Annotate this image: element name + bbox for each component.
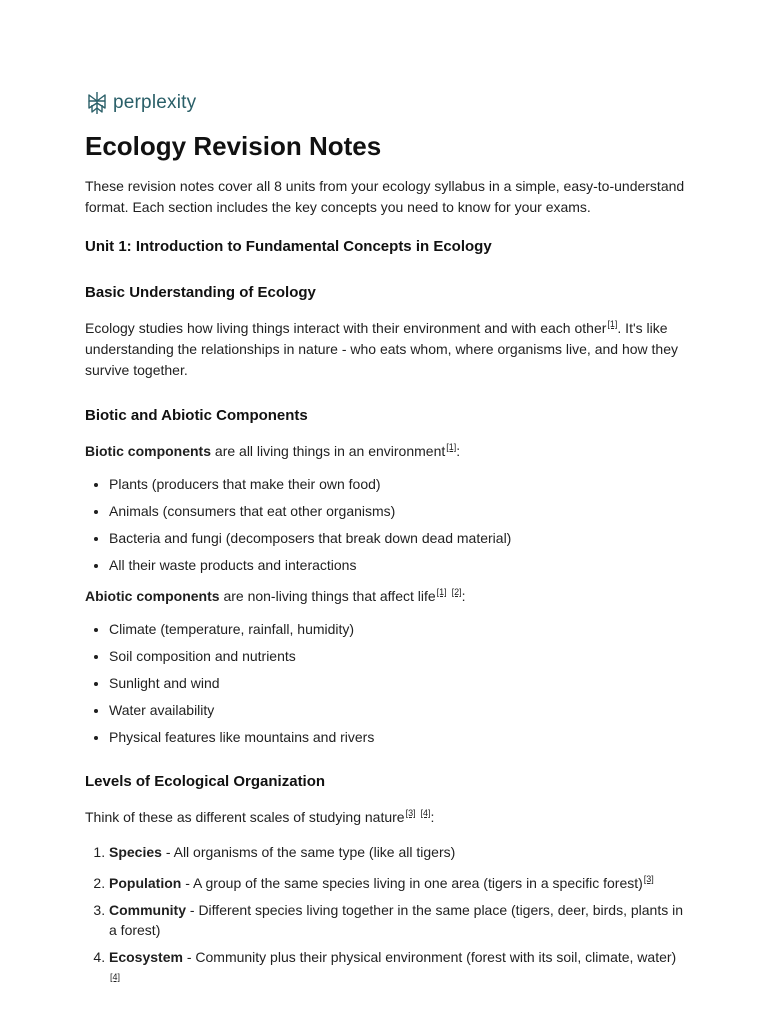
level-term: Population (109, 875, 182, 891)
list-item (109, 947, 685, 991)
levels-list (85, 842, 685, 991)
basic-text-a: Ecology studies how living things interact with their environment and with each other (85, 320, 607, 336)
citation-link[interactable]: [4] (420, 808, 431, 818)
list-item: • Sunlight and wind (109, 673, 685, 693)
basic-text-b: . It's like understanding the relationships in nature - who eats whom, where organisms live, and how they survive together. (85, 320, 678, 378)
colon: : (461, 588, 466, 604)
list-item: • Physical features like mountains and rivers (109, 727, 685, 747)
abiotic-text: are non-living things that affect life (219, 588, 436, 604)
citation-link[interactable]: [3] (643, 874, 654, 884)
biotic-term: Biotic components (85, 443, 212, 459)
citation-link[interactable]: [4] (110, 972, 121, 982)
list-item: • Water availability (109, 700, 685, 720)
level-desc: - All organisms of the same type (like all tigers) (161, 844, 456, 860)
levels-heading: Levels of Ecological Organization (85, 773, 326, 790)
citation-link[interactable]: [2] (451, 587, 462, 597)
citation-link[interactable]: [3] (405, 808, 416, 818)
list-item (109, 869, 685, 893)
basic-understanding-heading: Basic Understanding of Ecology (85, 284, 316, 301)
abiotic-definition (85, 582, 685, 607)
level-desc: - A group of the same species living in one area (tigers in a specific forest) (181, 875, 643, 891)
list-item (109, 842, 685, 862)
intro-paragraph: These revision notes cover all 8 units from your ecology syllabus in a simple, easy-to-understand format. Each section includes the key concepts you need to know for your exams. (85, 178, 685, 215)
level-term: Ecosystem (109, 949, 183, 965)
citation-link[interactable]: [1] (607, 319, 618, 329)
level-term: Community (109, 902, 186, 918)
biotic-text: are all living things in an environment (211, 443, 446, 459)
colon: : (430, 809, 435, 825)
biotic-definition (85, 437, 685, 462)
abiotic-term: Abiotic components (85, 588, 220, 604)
perplexity-logo (85, 88, 685, 118)
list-item (109, 900, 685, 940)
list-item: • Bacteria and fungi (decomposers that break down dead material) (109, 528, 685, 548)
page-title: Ecology Revision Notes (85, 131, 382, 161)
level-term: Species (109, 844, 162, 860)
levels-lead-text: Think of these as different scales of studying nature (85, 809, 405, 825)
citation-link[interactable]: [1] (446, 442, 457, 452)
colon: : (456, 443, 461, 459)
level-desc: - Community plus their physical environment (forest with its soil, climate, water) (182, 949, 677, 965)
citation-link[interactable]: [1] (436, 587, 447, 597)
logo-wordmark: perplexity (113, 92, 197, 113)
list-item: • Animals (consumers that eat other organisms) (109, 501, 685, 521)
abiotic-list (85, 619, 685, 747)
list-item: • Plants (producers that make their own food) (109, 474, 685, 494)
list-item: • All their waste products and interactions (109, 555, 685, 575)
perplexity-logo-icon (85, 91, 109, 115)
unit-1-heading: Unit 1: Introduction to Fundamental Concepts in Ecology (85, 238, 492, 255)
list-item: • Climate (temperature, rainfall, humidity) (109, 619, 685, 639)
components-heading: Biotic and Abiotic Components (85, 407, 308, 424)
levels-lead (85, 803, 685, 828)
document-page (85, 88, 685, 998)
list-item: • Soil composition and nutrients (109, 646, 685, 666)
level-desc: - Different species living together in the same place (tigers, deer, birds, plants in a forest) (109, 902, 683, 938)
biotic-list (85, 474, 685, 575)
basic-understanding-paragraph (85, 314, 685, 381)
